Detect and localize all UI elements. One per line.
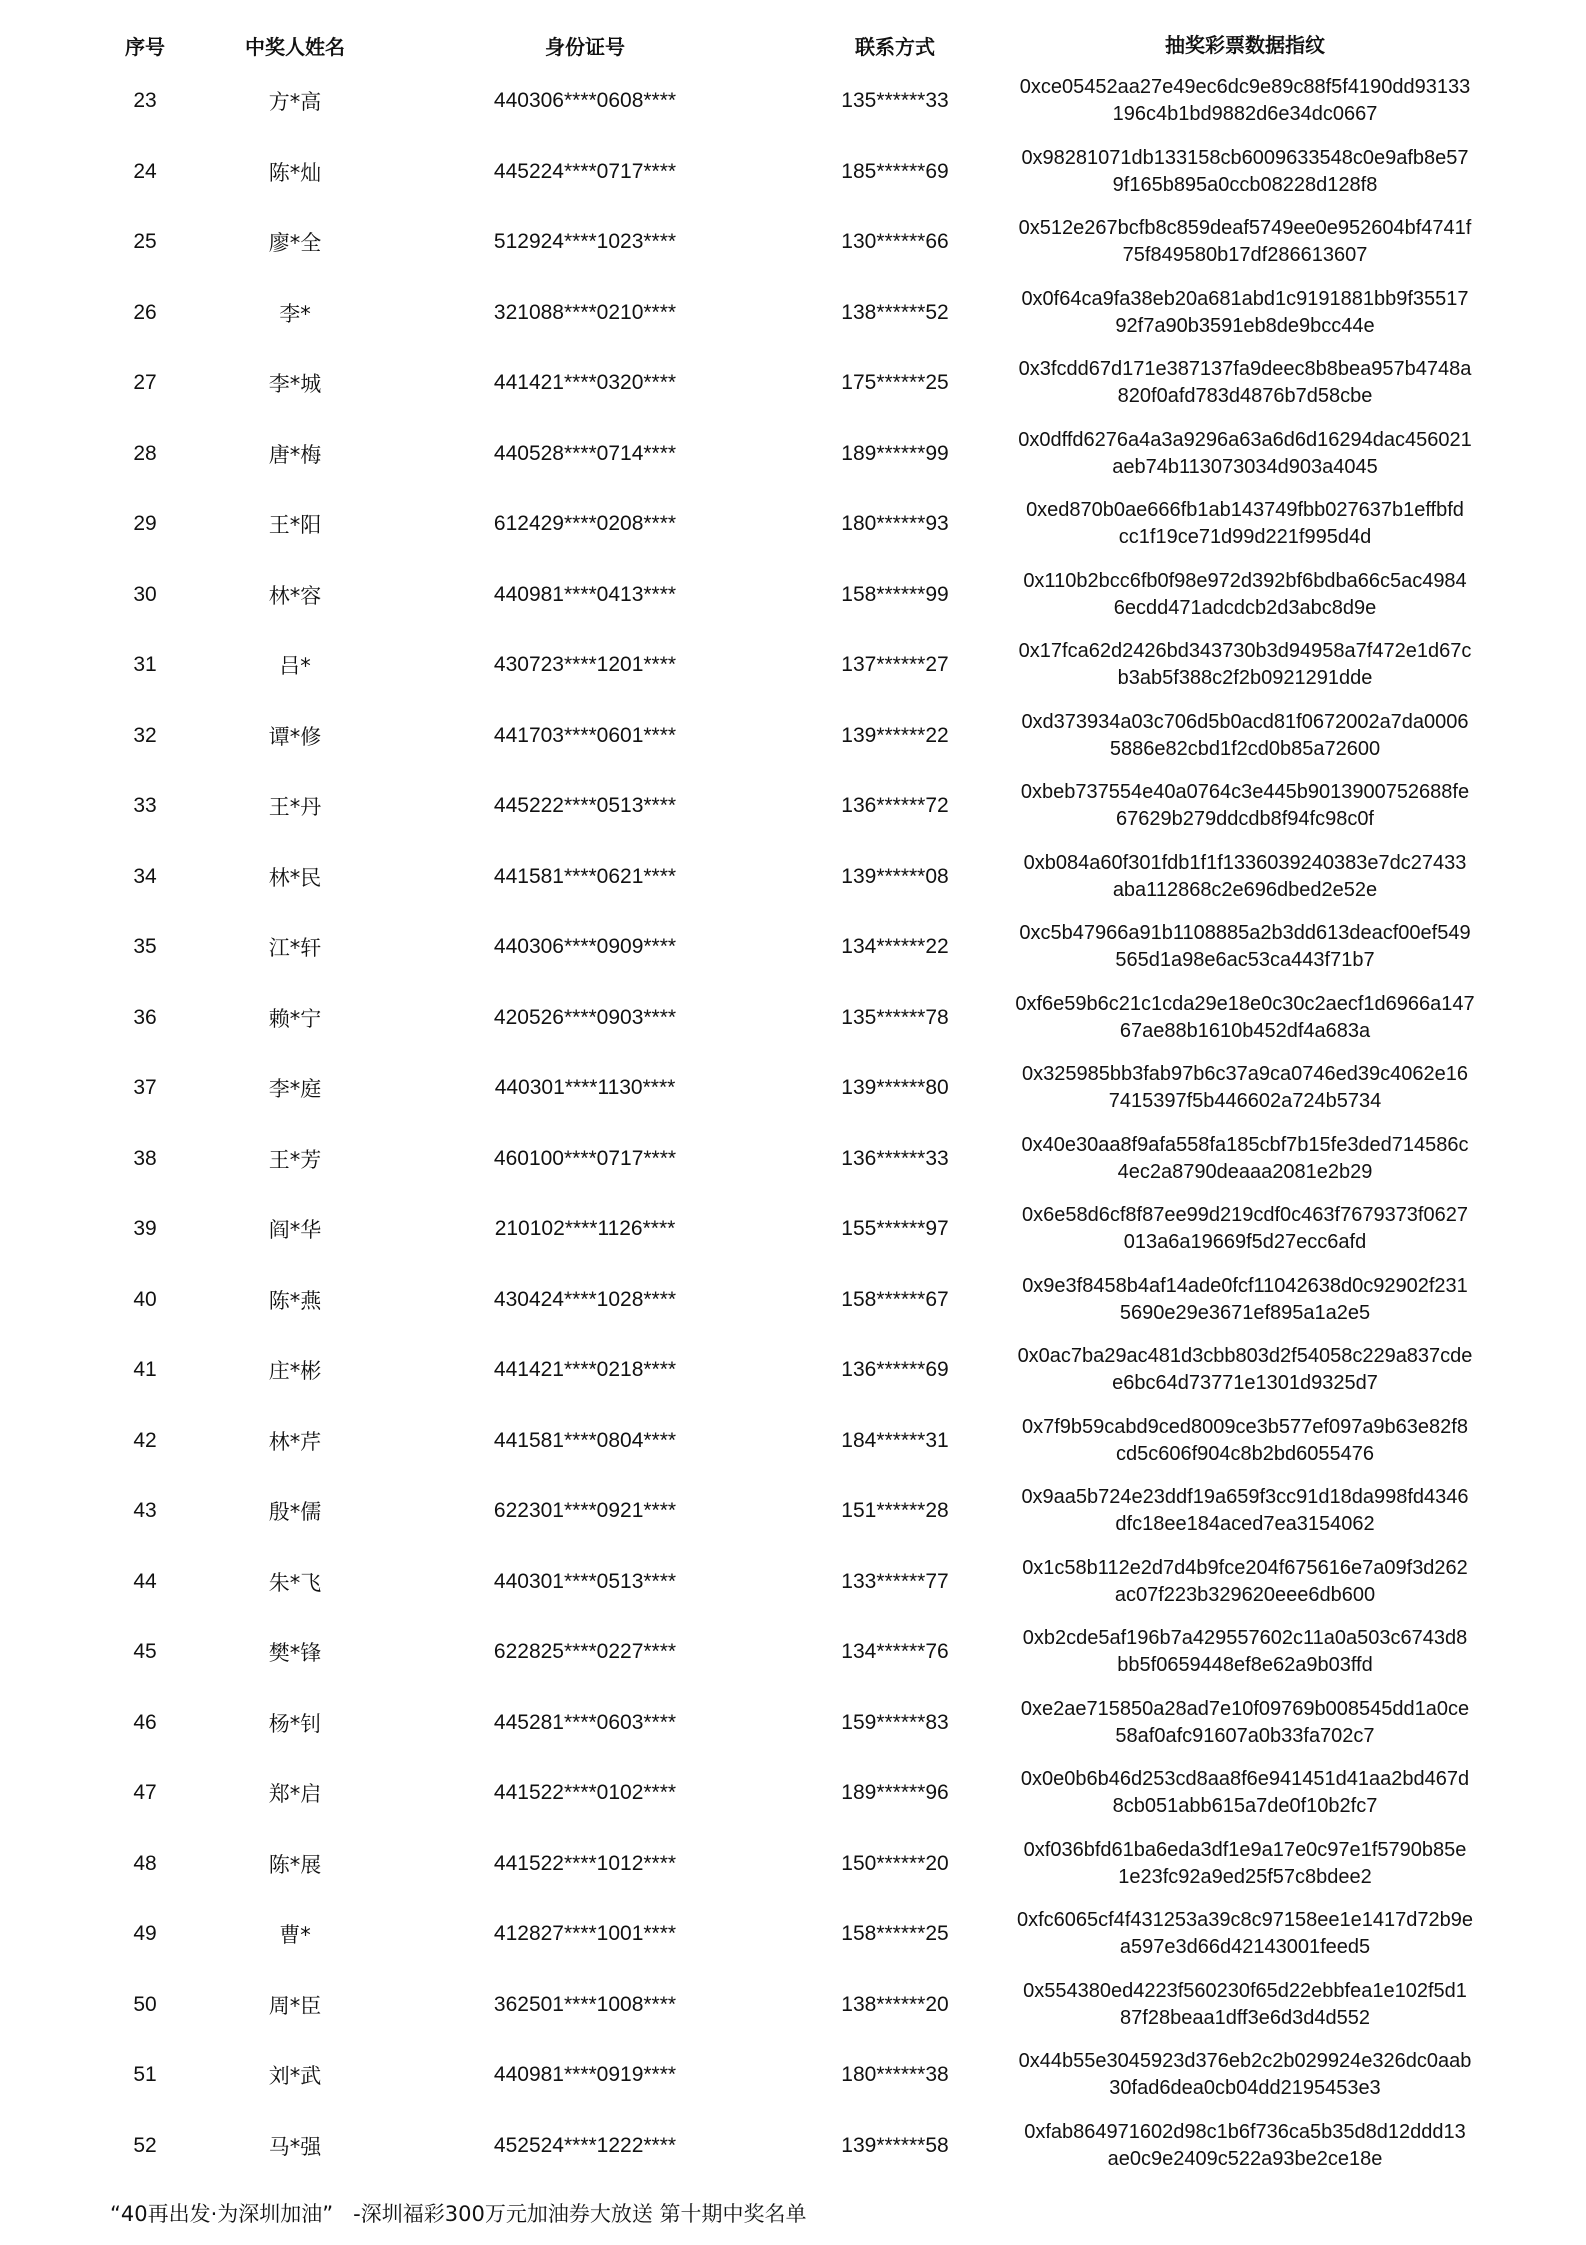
table-row	[0, 419, 1586, 489]
winner-name-cell: 赖*宁	[268, 1006, 322, 1031]
ticket-fingerprint-cell	[1000, 1335, 1490, 1405]
contact-cell: 185******69	[841, 159, 949, 183]
winner-name-cell: 阎*华	[268, 1218, 322, 1242]
fingerprint-line-1: 0x40e30aa8f9afa558fa185cbf7b15fe3ded714586c	[1021, 1133, 1469, 1156]
table-row	[0, 1688, 1586, 1758]
winner-name-cell: 谭*修	[268, 724, 322, 749]
winner-name-cell: 陈*燕	[268, 1288, 322, 1313]
serial-number-cell: 27	[133, 371, 157, 394]
fingerprint-line-1: 0x0ac7ba29ac481d3cbb803d2f54058c229a837cde	[1017, 1345, 1473, 1367]
ticket-fingerprint-cell	[1000, 771, 1490, 841]
ticket-fingerprint-cell	[1000, 1194, 1490, 1264]
ticket-fingerprint-cell	[1000, 1970, 1490, 2040]
winner-name-cell: 廖*全	[268, 231, 322, 255]
ticket-fingerprint-cell	[1000, 1829, 1490, 1899]
ticket-fingerprint-cell	[1000, 2111, 1490, 2181]
winner-name-cell: 陈*灿	[268, 160, 322, 185]
winner-name-cell: 庄*彬	[268, 1359, 322, 1383]
ticket-fingerprint-cell	[1000, 348, 1490, 418]
fingerprint-line-2: 67ae88b1610b452df4a683a	[1119, 1019, 1371, 1042]
fingerprint-line-2: 196c4b1bd9882d6e34dc0667	[1112, 103, 1378, 125]
table-row	[0, 2111, 1586, 2181]
ticket-fingerprint-cell	[1000, 2040, 1490, 2110]
id-number-cell: 441581****0621****	[493, 864, 677, 888]
table-row	[0, 1899, 1586, 1969]
fingerprint-line-1: 0x0f64ca9fa38eb20a681abd1c9191881bb9f35517	[1021, 287, 1469, 310]
header-winner-name: 中奖人姓名	[245, 34, 345, 59]
table-row	[0, 1124, 1586, 1194]
fingerprint-line-2: 30fad6dea0cb04dd2195453e3	[1109, 2077, 1381, 2099]
fingerprint-line-2: 013a6a19669f5d27ecc6afd	[1123, 1231, 1367, 1253]
serial-number-cell: 35	[133, 935, 157, 958]
fingerprint-line-2: 9f165b895a0ccb08228d128f8	[1112, 173, 1378, 196]
serial-number-cell: 49	[133, 1922, 157, 1945]
fingerprint-line-1: 0x6e58d6cf8f87ee99d219cdf0c463f7679373f0627	[1022, 1204, 1468, 1226]
ticket-fingerprint-cell	[1000, 66, 1490, 136]
id-number-cell: 441522****1012****	[493, 1851, 677, 1875]
winner-name-cell: 陈*展	[268, 1852, 322, 1877]
fingerprint-line-2: 87f28beaa1dff3e6d3d4d552	[1120, 2006, 1370, 2029]
winner-name-cell: 李*城	[268, 372, 322, 396]
id-number-cell: 430723****1201****	[493, 653, 677, 676]
header-serial-number: 序号	[125, 34, 165, 59]
serial-number-cell: 48	[133, 1851, 157, 1875]
fingerprint-line-2: cd5c606f904c8b2bd6055476	[1115, 1442, 1375, 1465]
ticket-fingerprint-cell	[1000, 630, 1490, 700]
id-number-cell: 412827****1001****	[493, 1922, 677, 1945]
fingerprint-line-2: 6ecdd471adcdcb2d3abc8d9e	[1113, 596, 1377, 619]
serial-number-cell: 37	[133, 1076, 157, 1099]
contact-cell: 133******77	[841, 1569, 949, 1593]
serial-number-cell: 51	[133, 2063, 157, 2086]
fingerprint-line-1: 0x9e3f8458b4af14ade0fcf11042638d0c92902f231	[1022, 1274, 1468, 1297]
winner-name-cell: 王*丹	[268, 795, 322, 819]
serial-number-cell: 45	[133, 1640, 157, 1663]
contact-cell: 139******80	[841, 1076, 949, 1099]
id-number-cell: 460100****0717****	[493, 1146, 677, 1170]
fingerprint-line-1: 0xce05452aa27e49ec6dc9e89c88f5f4190dd93133	[1019, 76, 1471, 98]
id-number-cell: 440301****0513****	[493, 1569, 677, 1593]
fingerprint-line-1: 0x110b2bcc6fb0f98e972d392bf6bdba66c5ac4984	[1023, 569, 1467, 592]
id-number-cell: 440306****0909****	[493, 935, 677, 958]
contact-cell: 151******28	[841, 1499, 949, 1522]
id-number-cell: 440981****0413****	[493, 582, 677, 606]
serial-number-cell: 32	[133, 723, 157, 747]
serial-number-cell: 41	[133, 1358, 157, 1381]
fingerprint-line-1: 0x554380ed4223f560230f65d22ebbfea1e102f5d1	[1023, 1979, 1467, 2002]
table-row	[0, 1194, 1586, 1264]
contact-cell: 138******20	[841, 1992, 949, 2016]
fingerprint-line-2: 1e23fc92a9ed25f57c8bdee2	[1118, 1865, 1372, 1888]
id-number-cell: 210102****1126****	[494, 1217, 676, 1240]
contact-cell: 130******66	[841, 230, 949, 253]
serial-number-cell: 24	[133, 159, 157, 183]
serial-number-cell: 44	[133, 1569, 157, 1593]
fingerprint-line-2: 820f0afd783d4876b7d58cbe	[1117, 385, 1373, 407]
winner-name-cell: 吕*	[279, 654, 311, 678]
fingerprint-line-1: 0x1c58b112e2d7d4b9fce204f675616e7a09f3d262	[1022, 1556, 1468, 1579]
id-number-cell: 420526****0903****	[493, 1005, 677, 1029]
fingerprint-line-2: 4ec2a8790deaaa2081e2b29	[1117, 1160, 1373, 1183]
table-row	[0, 1406, 1586, 1476]
header-contact: 联系方式	[855, 34, 935, 59]
table-row	[0, 1970, 1586, 2040]
serial-number-cell: 26	[133, 300, 157, 324]
contact-cell: 150******20	[841, 1851, 949, 1875]
ticket-fingerprint-cell	[1000, 1124, 1490, 1194]
id-number-cell: 362501****1008****	[493, 1992, 677, 2016]
contact-cell: 135******78	[841, 1005, 949, 1029]
serial-number-cell: 47	[133, 1781, 157, 1804]
ticket-fingerprint-cell	[1000, 1265, 1490, 1335]
serial-number-cell: 33	[133, 794, 157, 817]
serial-number-cell: 40	[133, 1287, 157, 1311]
contact-cell: 158******67	[841, 1287, 949, 1311]
table-row	[0, 1758, 1586, 1828]
ticket-fingerprint-cell	[1000, 1688, 1490, 1758]
winner-name-cell: 方*高	[268, 90, 322, 114]
fingerprint-line-1: 0x9aa5b724e23ddf19a659f3cc91d18da998fd4346	[1021, 1486, 1469, 1508]
serial-number-cell: 50	[133, 1992, 157, 2016]
winner-name-cell: 刘*武	[268, 2064, 322, 2088]
winner-name-cell: 朱*飞	[268, 1570, 322, 1595]
fingerprint-line-2: aba112868c2e696dbed2e52e	[1112, 878, 1378, 901]
winner-name-cell: 马*强	[268, 2134, 322, 2159]
id-number-cell: 445224****0717****	[493, 159, 677, 183]
ticket-fingerprint-cell	[1000, 701, 1490, 771]
winner-name-cell: 王*阳	[268, 513, 322, 537]
fingerprint-line-1: 0x17fca62d2426bd343730b3d94958a7f472e1d67c	[1018, 640, 1472, 662]
winner-name-cell: 李*庭	[268, 1077, 322, 1101]
fingerprint-line-2: cc1f19ce71d99d221f995d4d	[1118, 526, 1372, 548]
contact-cell: 136******69	[841, 1358, 949, 1381]
winner-name-cell: 杨*钊	[268, 1711, 322, 1736]
serial-number-cell: 25	[133, 230, 157, 253]
fingerprint-line-2: 58af0afc91607a0b33fa702c7	[1115, 1724, 1375, 1747]
contact-cell: 189******99	[841, 441, 949, 465]
ticket-fingerprint-cell	[1000, 278, 1490, 348]
table-row	[0, 1617, 1586, 1687]
table-row	[0, 842, 1586, 912]
table-row	[0, 701, 1586, 771]
winner-name-cell: 曹*	[279, 1923, 311, 1947]
table-row	[0, 207, 1586, 277]
table-row	[0, 983, 1586, 1053]
table-row	[0, 1476, 1586, 1546]
winner-name-cell: 唐*梅	[268, 442, 322, 467]
fingerprint-line-2: 7415397f5b446602a724b5734	[1108, 1090, 1382, 1112]
id-number-cell: 440301****1130****	[494, 1076, 676, 1099]
ticket-fingerprint-cell	[1000, 1406, 1490, 1476]
id-number-cell: 441581****0804****	[493, 1428, 677, 1452]
winner-name-cell: 王*芳	[268, 1147, 322, 1172]
id-number-cell: 445281****0603****	[493, 1710, 677, 1734]
winner-name-cell: 郑*启	[268, 1782, 322, 1806]
fingerprint-line-2: 5690e29e3671ef895a1a2e5	[1119, 1301, 1371, 1324]
id-number-cell: 441421****0320****	[493, 371, 677, 394]
ticket-fingerprint-cell	[1000, 560, 1490, 630]
ticket-fingerprint-cell	[1000, 489, 1490, 559]
contact-cell: 189******96	[841, 1781, 949, 1804]
fingerprint-line-1: 0x512e267bcfb8c859deaf5749ee0e952604bf4741f	[1018, 217, 1472, 239]
id-number-cell: 321088****0210****	[493, 300, 677, 324]
fingerprint-line-2: 92f7a90b3591eb8de9bcc44e	[1115, 314, 1375, 337]
id-number-cell: 441522****0102****	[493, 1781, 677, 1804]
fingerprint-line-1: 0xf036bfd61ba6eda3df1e9a17e0c97e1f5790b85e	[1023, 1838, 1467, 1861]
serial-number-cell: 42	[133, 1428, 157, 1452]
contact-cell: 139******58	[841, 2133, 949, 2157]
table-row	[0, 1265, 1586, 1335]
header-ticket-fingerprint: 抽奖彩票数据指纹	[1165, 32, 1325, 57]
fingerprint-line-2: dfc18ee184aced7ea3154062	[1115, 1513, 1375, 1535]
id-number-cell: 440306****0608****	[493, 89, 677, 112]
serial-number-cell: 43	[133, 1499, 157, 1522]
id-number-cell: 440981****0919****	[493, 2063, 677, 2086]
fingerprint-line-1: 0xf6e59b6c21c1cda29e18e0c30c2aecf1d6966a147	[1015, 992, 1475, 1015]
fingerprint-line-2: ac07f223b329620eee6db600	[1114, 1583, 1376, 1606]
contact-cell: 184******31	[841, 1428, 949, 1452]
serial-number-cell: 30	[133, 582, 157, 606]
serial-number-cell: 36	[133, 1005, 157, 1029]
table-row	[0, 912, 1586, 982]
fingerprint-line-1: 0x0e0b6b46d253cd8aa8f6e941451d41aa2bd467d	[1020, 1768, 1470, 1790]
contact-cell: 159******83	[841, 1710, 949, 1734]
fingerprint-line-1: 0xbeb737554e40a0764c3e445b9013900752688fe	[1020, 781, 1470, 803]
contact-cell: 139******22	[841, 723, 949, 747]
fingerprint-line-1: 0xe2ae715850a28ad7e10f09769b008545dd1a0ce	[1020, 1697, 1470, 1720]
ticket-fingerprint-cell	[1000, 842, 1490, 912]
fingerprint-line-2: 8cb051abb615a7de0f10b2fc7	[1112, 1795, 1378, 1817]
serial-number-cell: 52	[133, 2133, 157, 2157]
winner-name-cell: 殷*儒	[268, 1500, 322, 1524]
id-number-cell: 440528****0714****	[493, 441, 677, 465]
winner-name-cell: 林*容	[268, 583, 322, 608]
id-number-cell: 512924****1023****	[493, 230, 677, 253]
contact-cell: 139******08	[841, 864, 949, 888]
table-row	[0, 630, 1586, 700]
serial-number-cell: 39	[133, 1217, 157, 1240]
contact-cell: 158******99	[841, 582, 949, 606]
contact-cell: 175******25	[841, 371, 949, 394]
fingerprint-line-1: 0x0dffd6276a4a3a9296a63a6d6d16294dac456021	[1018, 428, 1472, 451]
ticket-fingerprint-cell	[1000, 1053, 1490, 1123]
ticket-fingerprint-cell	[1000, 1617, 1490, 1687]
table-row	[0, 1335, 1586, 1405]
serial-number-cell: 23	[133, 89, 157, 112]
fingerprint-line-1: 0xb084a60f301fdb1f1f1336039240383e7dc27433	[1023, 851, 1467, 874]
fingerprint-line-1: 0x7f9b59cabd9ced8009ce3b577ef097a9b63e82f8	[1022, 1415, 1468, 1438]
id-number-cell: 612429****0208****	[493, 512, 677, 535]
winner-name-cell: 樊*锋	[268, 1641, 322, 1665]
table-row	[0, 137, 1586, 207]
id-number-cell: 622825****0227****	[493, 1640, 677, 1663]
serial-number-cell: 46	[133, 1710, 157, 1734]
fingerprint-line-1: 0x325985bb3fab97b6c37a9ca0746ed39c4062e16	[1022, 1063, 1468, 1085]
fingerprint-line-1: 0x44b55e3045923d376eb2c2b029924e326dc0aab	[1018, 2050, 1472, 2072]
winner-name-cell: 李*	[279, 301, 311, 326]
table-row	[0, 489, 1586, 559]
ticket-fingerprint-cell	[1000, 207, 1490, 277]
fingerprint-line-2: ae0c9e2409c522a93be2ce18e	[1107, 2147, 1383, 2170]
id-number-cell: 441703****0601****	[493, 723, 677, 747]
fingerprint-line-2: b3ab5f388c2f2b0921291dde	[1117, 667, 1373, 689]
fingerprint-line-1: 0xfab864971602d98c1b6f736ca5b35d8d12ddd13	[1024, 2120, 1466, 2143]
ticket-fingerprint-cell	[1000, 1476, 1490, 1546]
ticket-fingerprint-cell	[1000, 912, 1490, 982]
winner-name-cell: 江*轩	[268, 936, 322, 960]
fingerprint-line-2: 75f849580b17df286613607	[1122, 244, 1368, 266]
fingerprint-line-2: 5886e82cbd1f2cd0b85a72600	[1109, 737, 1381, 760]
serial-number-cell: 38	[133, 1146, 157, 1170]
serial-number-cell: 29	[133, 512, 157, 535]
fingerprint-line-2: a597e3d66d42143001feed5	[1119, 1936, 1371, 1958]
id-number-cell: 622301****0921****	[493, 1499, 677, 1522]
winner-name-cell: 林*民	[268, 865, 322, 890]
fingerprint-line-2: e6bc64d73771e1301d9325d7	[1112, 1372, 1378, 1394]
fingerprint-line-1: 0x98281071db133158cb6009633548c0e9afb8e57	[1021, 146, 1469, 169]
id-number-cell: 441421****0218****	[493, 1358, 677, 1381]
serial-number-cell: 28	[133, 441, 157, 465]
contact-cell: 135******33	[841, 89, 949, 112]
contact-cell: 155******97	[841, 1217, 949, 1240]
ticket-fingerprint-cell	[1000, 1547, 1490, 1617]
table-row	[0, 278, 1586, 348]
ticket-fingerprint-cell	[1000, 1899, 1490, 1969]
header-id-number: 身份证号	[545, 34, 625, 59]
fingerprint-line-1: 0xb2cde5af196b7a429557602c11a0a503c6743d8	[1022, 1627, 1468, 1649]
table-row	[0, 771, 1586, 841]
fingerprint-line-1: 0xfc6065cf4f431253a39c8c97158ee1e1417d72b9e	[1017, 1909, 1473, 1931]
fingerprint-line-1: 0x3fcdd67d171e387137fa9deec8b8bea957b4748a	[1018, 358, 1472, 380]
fingerprint-line-1: 0xc5b47966a91b1108885a2b3dd613deacf00ef549	[1019, 922, 1471, 944]
contact-cell: 138******52	[841, 300, 949, 324]
id-number-cell: 430424****1028****	[493, 1287, 677, 1311]
document-footer: “40再出发·为深圳加油” -深圳福彩300万元加油券大放送 第十期中奖名单	[110, 2202, 807, 2226]
serial-number-cell: 31	[133, 653, 157, 676]
contact-cell: 136******33	[841, 1146, 949, 1170]
table-row	[0, 2040, 1586, 2110]
table-row	[0, 560, 1586, 630]
fingerprint-line-1: 0xd373934a03c706d5b0acd81f0672002a7da0006	[1021, 710, 1469, 733]
ticket-fingerprint-cell	[1000, 419, 1490, 489]
ticket-fingerprint-cell	[1000, 137, 1490, 207]
table-row	[0, 1829, 1586, 1899]
contact-cell: 180******38	[841, 2063, 949, 2086]
id-number-cell: 445222****0513****	[493, 794, 677, 817]
contact-cell: 180******93	[841, 512, 949, 535]
fingerprint-line-1: 0xed870b0ae666fb1ab143749fbb027637b1effbfd	[1026, 499, 1464, 521]
contact-cell: 137******27	[841, 653, 949, 676]
fingerprint-line-2: bb5f0659448ef8e62a9b03ffd	[1117, 1654, 1373, 1676]
id-number-cell: 452524****1222****	[493, 2133, 677, 2157]
table-row	[0, 66, 1586, 136]
contact-cell: 136******72	[841, 794, 949, 817]
table-row	[0, 348, 1586, 418]
fingerprint-line-2: 67629b279ddcdb8f94fc98c0f	[1115, 808, 1374, 830]
contact-cell: 158******25	[841, 1922, 949, 1945]
contact-cell: 134******22	[841, 935, 949, 958]
contact-cell: 134******76	[841, 1640, 949, 1663]
table-row	[0, 1547, 1586, 1617]
table-row	[0, 1053, 1586, 1123]
fingerprint-line-2: aeb74b113073034d903a4045	[1112, 455, 1378, 478]
serial-number-cell: 34	[133, 864, 157, 888]
winner-name-cell: 林*芹	[268, 1429, 322, 1454]
ticket-fingerprint-cell	[1000, 1758, 1490, 1828]
winner-name-cell: 周*臣	[268, 1993, 322, 2018]
ticket-fingerprint-cell	[1000, 983, 1490, 1053]
fingerprint-line-2: 565d1a98e6ac53ca443f71b7	[1115, 949, 1375, 971]
